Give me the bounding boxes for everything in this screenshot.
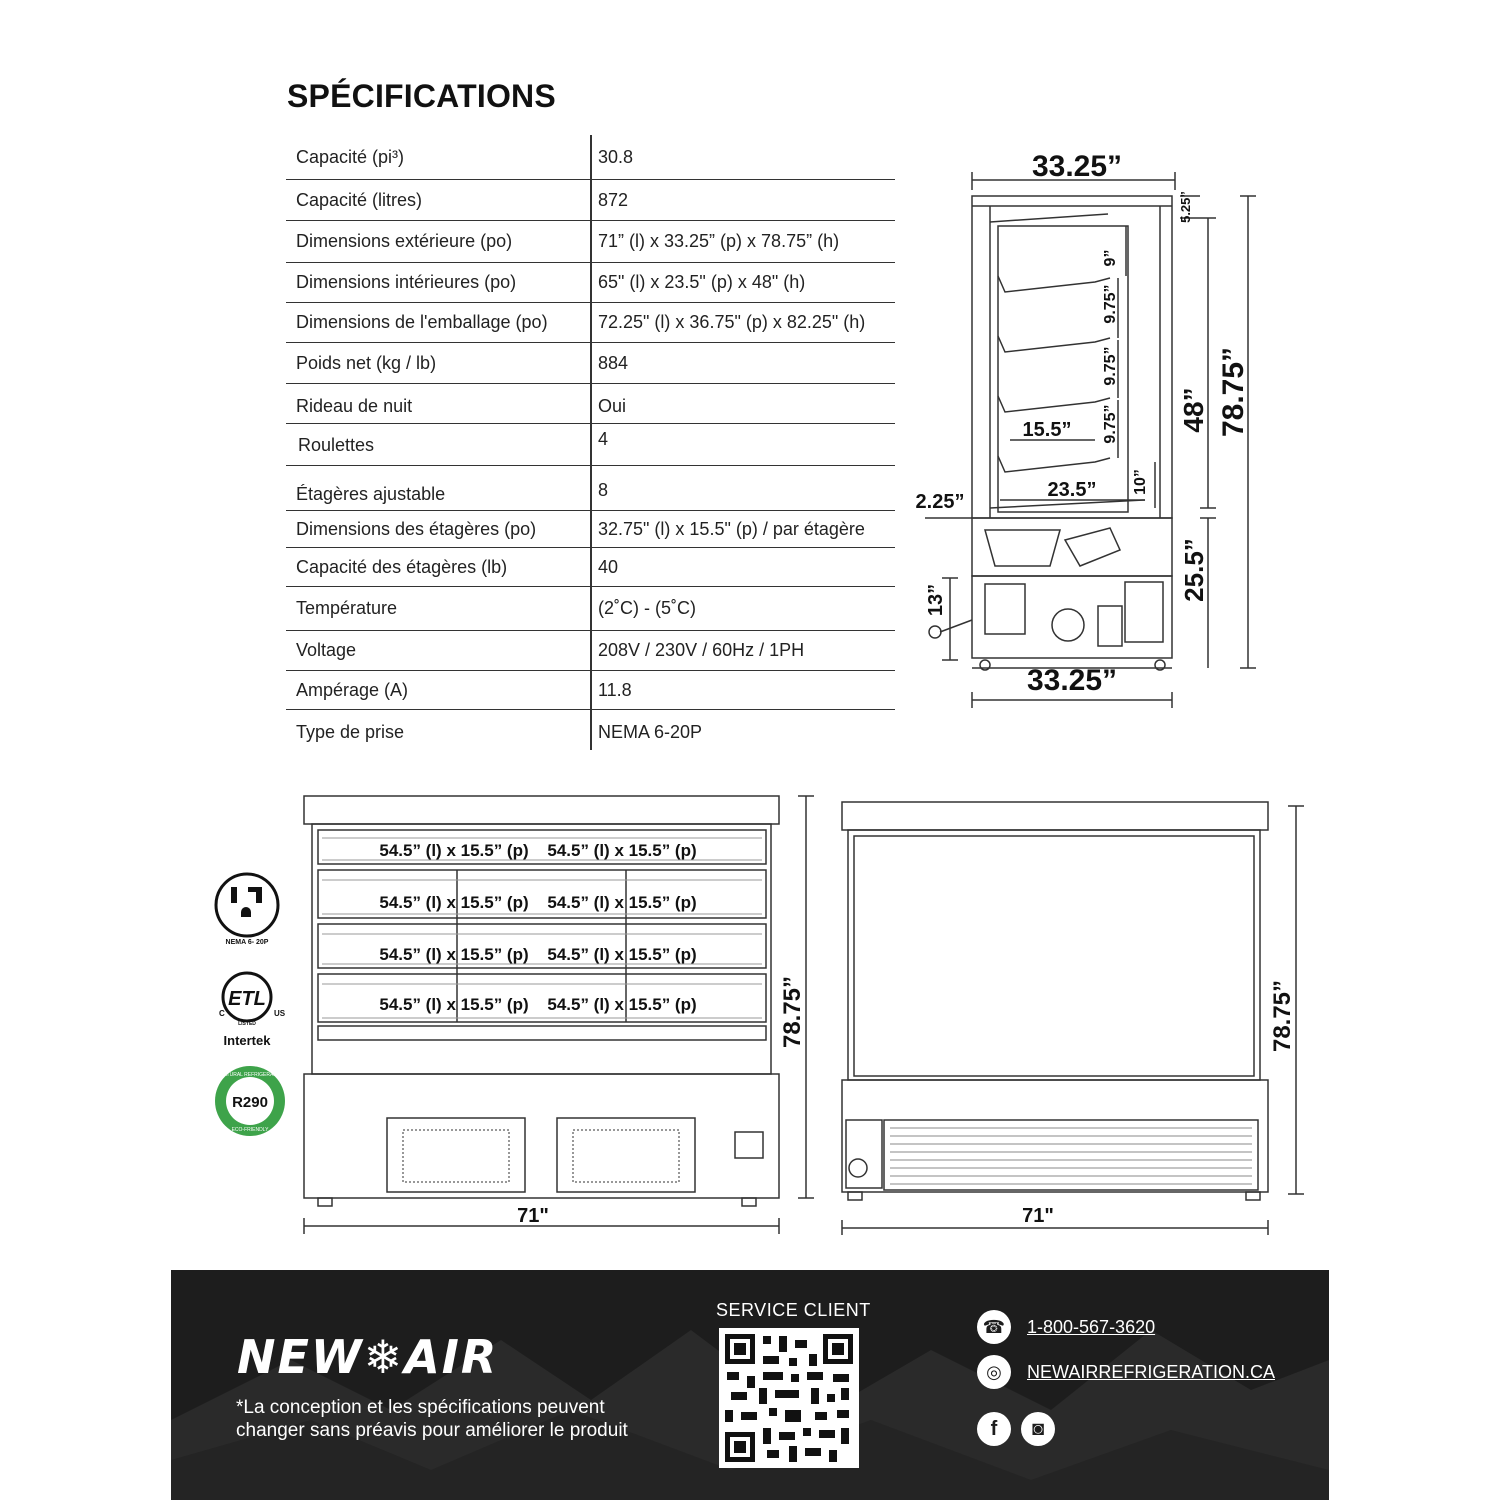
- spec-value: 208V / 230V / 60Hz / 1PH: [598, 640, 805, 660]
- side-bottom-gap-dim: 10”: [1132, 469, 1149, 495]
- front-shelf-label: 54.5” (l) x 15.5” (p): [379, 995, 529, 1014]
- phone-contact: [977, 1310, 1155, 1344]
- etl-us-label: US: [274, 1009, 286, 1018]
- spec-label: Capacité (pi³): [296, 146, 405, 167]
- spec-label: Roulettes: [298, 435, 375, 455]
- r290-label: R290: [232, 1094, 268, 1111]
- side-shelf-gap-dim: 9.75”: [1102, 284, 1119, 324]
- spec-row: [286, 303, 895, 343]
- side-top-width-dim: 33.25”: [1031, 150, 1123, 183]
- side-view-drawing: [910, 140, 1260, 710]
- qr-code[interactable]: [719, 1328, 859, 1468]
- front-shelf-label: 54.5” (l) x 15.5” (p): [379, 893, 529, 912]
- website-contact: [977, 1355, 1275, 1389]
- r290-eco-icon: [215, 1066, 285, 1136]
- disclaimer-text: *La conception et les spécifications peuvent changer sans préavis pour améliorer le produit: [236, 1397, 628, 1441]
- spec-label: Dimensions des étagères (po): [296, 518, 537, 539]
- front-shelf-label: 54.5” (l) x 15.5” (p): [547, 945, 697, 964]
- side-cord-height-dim: 13”: [925, 583, 947, 617]
- spec-table: [286, 135, 895, 754]
- front-shelf-label: 54.5” (l) x 15.5” (p): [379, 945, 529, 964]
- spec-value: 4: [598, 429, 609, 449]
- spec-label: Température: [296, 598, 398, 618]
- front-shelf-label: 54.5” (l) x 15.5” (p): [547, 841, 697, 860]
- spec-label: Dimensions de l'emballage (po): [296, 312, 548, 332]
- nema-plug-icon: [216, 874, 278, 936]
- etl-mark: ETL: [228, 988, 266, 1010]
- side-shelf-gap-dim: 9.75”: [1102, 346, 1119, 386]
- etl-c-label: C: [219, 1009, 225, 1018]
- back-view-drawing: [835, 795, 1305, 1235]
- side-top-offset-dim: 5.25”: [1178, 191, 1193, 223]
- page-title: SPÉCIFICATIONS: [287, 78, 556, 114]
- phone-icon: ☎: [977, 1310, 1011, 1344]
- r290-ring-top: NATURAL REFRIGERANT: [219, 1072, 281, 1078]
- spec-value: NEMA 6-20P: [598, 721, 703, 742]
- spec-value: Oui: [598, 396, 627, 416]
- side-lip-dim: 2.25”: [915, 491, 965, 513]
- spec-row: [286, 548, 895, 587]
- spec-row: [286, 424, 895, 466]
- spec-value: 872: [598, 189, 629, 210]
- r290-ring-bottom: ECO-FRIENDLY: [231, 1127, 269, 1133]
- social-links: [977, 1412, 1055, 1446]
- website-link[interactable]: NEWAIRREFRIGERATION.CA: [1027, 1361, 1276, 1382]
- intertek-label: Intertek: [223, 1033, 271, 1048]
- spec-value: 65" (l) x 23.5" (p) x 48" (h): [598, 272, 806, 292]
- brand-logo: NEW❄AIR: [237, 1330, 499, 1384]
- facebook-icon[interactable]: f: [977, 1412, 1011, 1446]
- side-shelf-depth-dim: 15.5”: [1022, 419, 1072, 441]
- front-shelf-label: 54.5” (l) x 15.5” (p): [547, 893, 697, 912]
- spec-value: 8: [598, 479, 609, 500]
- service-title: SERVICE CLIENT: [716, 1300, 871, 1320]
- spec-label: Dimensions extérieure (po): [296, 231, 513, 251]
- etl-listed-label: LISTED: [238, 1021, 256, 1027]
- spec-row: [286, 384, 895, 424]
- front-view-drawing: [290, 785, 820, 1235]
- spec-value: 40: [598, 556, 619, 577]
- spec-value: 32.75" (l) x 15.5" (p) / par étagère: [598, 518, 865, 539]
- front-shelf-label: 54.5” (l) x 15.5” (p): [379, 841, 529, 860]
- spec-value: 30.8: [598, 146, 634, 167]
- spec-row: [286, 343, 895, 384]
- spec-value: 11.8: [598, 679, 632, 700]
- footer: [171, 1270, 1329, 1500]
- back-height-dim: 78.75”: [1269, 979, 1296, 1053]
- spec-label: Poids net (kg / lb): [296, 352, 437, 373]
- spec-row: [286, 511, 895, 548]
- spec-row: [286, 180, 895, 221]
- nema-label: NEMA 6- 20P: [225, 939, 269, 946]
- side-shelf-gap-dim: 9”: [1102, 249, 1119, 267]
- spec-label: Type de prise: [296, 721, 405, 742]
- spec-label: Étagères ajustable: [296, 483, 446, 504]
- spec-row: [286, 710, 895, 754]
- back-width-dim: 71": [1022, 1205, 1054, 1227]
- spec-value: 71” (l) x 33.25” (p) x 78.75” (h): [598, 231, 840, 251]
- spec-value: 72.25" (l) x 36.75" (p) x 82.25" (h): [598, 312, 866, 332]
- etl-listed-icon: [219, 973, 286, 1027]
- front-height-dim: 78.75”: [779, 975, 806, 1049]
- front-width-dim: 71": [517, 1205, 549, 1227]
- spec-row: [286, 671, 895, 710]
- spec-row: [286, 587, 895, 631]
- spec-label: Rideau de nuit: [296, 396, 413, 416]
- side-floor-depth-dim: 23.5”: [1047, 479, 1097, 501]
- certification-badges: [205, 870, 305, 1150]
- side-shelf-gap-dim: 9.75”: [1102, 404, 1119, 444]
- spec-label: Capacité (litres): [296, 189, 423, 210]
- spec-label: Dimensions intérieures (po): [296, 272, 517, 292]
- side-bottom-width-dim: 33.25”: [1026, 664, 1118, 697]
- instagram-icon[interactable]: ◙: [1021, 1412, 1055, 1446]
- side-total-height-dim: 78.75”: [1217, 346, 1250, 438]
- spec-label: Capacité des étagères (lb): [296, 556, 508, 577]
- spec-row: [286, 466, 895, 511]
- side-interior-height-dim: 48”: [1178, 387, 1209, 433]
- globe-icon: ◎: [977, 1355, 1011, 1389]
- spec-row: [286, 631, 895, 671]
- spec-label: Ampérage (A): [296, 679, 409, 700]
- spec-row: [286, 263, 895, 303]
- side-base-height-dim: 25.5”: [1179, 538, 1209, 602]
- spec-value: (2˚C) - (5˚C): [598, 598, 696, 618]
- spec-label: Voltage: [296, 640, 357, 660]
- phone-link[interactable]: 1-800-567-3620: [1027, 1316, 1156, 1337]
- spec-row: [286, 135, 895, 180]
- spec-row: [286, 221, 895, 263]
- front-shelf-label: 54.5” (l) x 15.5” (p): [547, 995, 697, 1014]
- spec-value: 884: [598, 352, 629, 373]
